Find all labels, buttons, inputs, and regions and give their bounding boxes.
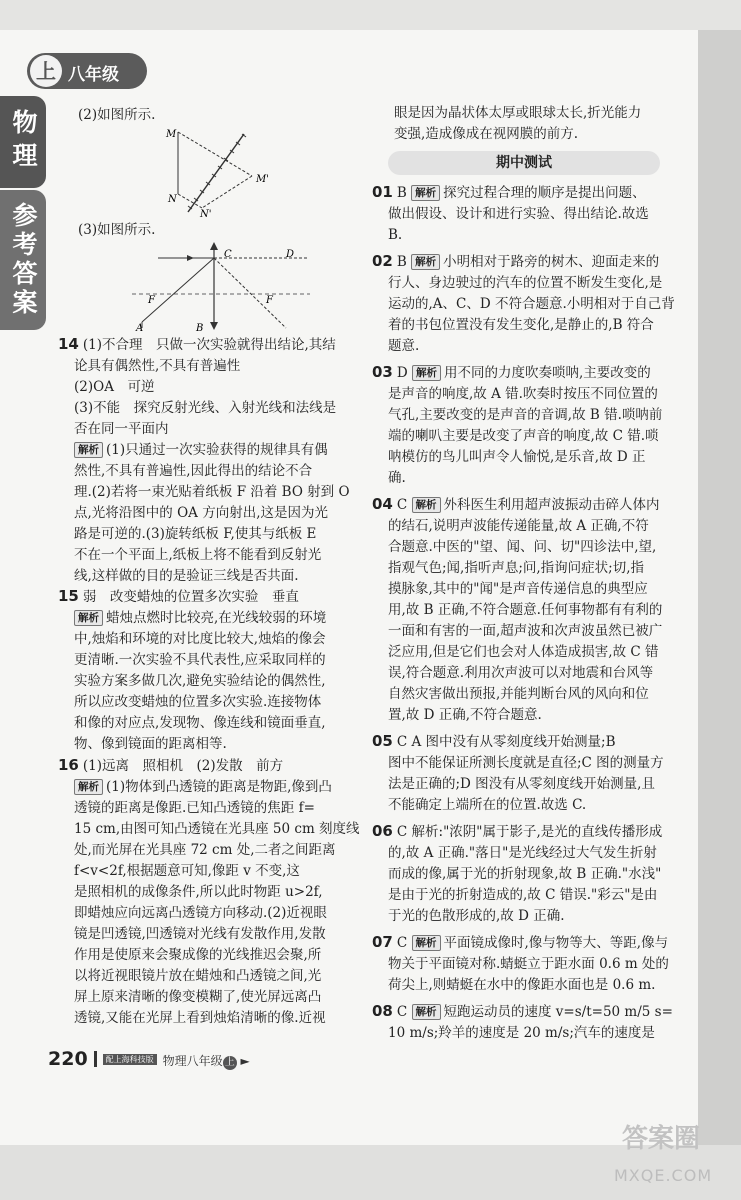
q16-analysis-4: f<v<2f,根据题意可知,像距 v 不变,这 — [74, 863, 300, 879]
left-fig2-label-block — [78, 105, 374, 126]
item-03-answer: D — [396, 365, 408, 381]
item-03-line-3: 端的喇叭主要是改变了声音的响度,故 C 错.唢 — [388, 428, 659, 444]
q16-analysis-8: 作用是使原来会聚成像的光线推迟会聚,所 — [74, 947, 322, 963]
left-fig3-label-block — [78, 220, 374, 241]
q15-answer: 弱 改变蜡烛的位置多次实验 垂直 — [82, 589, 299, 605]
q15-number: 15 — [58, 587, 79, 605]
item-04-number: 04 — [372, 495, 393, 513]
item-05-line-2: 法是正确的;D 图没有从零刻度线开始测量,且 — [388, 776, 655, 792]
item-01-tag: 解析 — [411, 185, 440, 201]
watermark-logo: 答案圈 — [622, 1124, 701, 1154]
q15-analysis-5: 和像的对应点,发现物、像连线和镜面垂直, — [74, 715, 326, 731]
item-08-line-1: 10 m/s;羚羊的速度是 20 m/s;汽车的速度是 — [388, 1025, 655, 1041]
q14-line-4: 否在同一平面内 — [74, 421, 169, 437]
item-04-line-1: 的结石,说明声波能传递能量,故 A 正确,不符 — [388, 518, 649, 534]
item-01-line-0: 探究过程合理的顺序是提出问题、 — [443, 185, 646, 201]
lens-diagram — [132, 240, 312, 332]
page-footer — [48, 1048, 250, 1070]
item-01-number: 01 — [372, 183, 393, 201]
item-07-line-0: 平面镜成像时,像与物等大、等距,像与 — [443, 935, 669, 951]
fig2-label: (2)如图所示. — [78, 107, 156, 123]
item-06 — [372, 821, 684, 927]
q14-number: 14 — [58, 335, 79, 353]
grade-label: 八年级 — [68, 65, 119, 85]
item-03-line-2: 气孔,主要改变的是声音的音调,故 B 错.唢呐前 — [388, 407, 663, 423]
q16-answer: (1)远离 照相机 (2)发散 前方 — [82, 758, 284, 774]
item-06-line-0: 解析:"浓阴"属于影子,是光的直线传播形成 — [411, 824, 663, 840]
q14-line-0: (1)不合理 只做一次实验就得出结论,其结 — [82, 337, 336, 353]
footer-divider — [94, 1051, 97, 1067]
q14-analysis-tag: 解析 — [74, 442, 103, 458]
item-05-line-1: 图中不能保证所测长度就是直径;C 图的测量方 — [388, 755, 664, 771]
item-08-answer: C — [396, 1004, 408, 1020]
q16-analysis-3: 处,而光屏在光具座 72 cm 处,二者之间距离 — [74, 842, 336, 858]
q16-analysis-9: 以将近视眼镜片放在蜡烛和凸透镜之间,光 — [74, 968, 322, 984]
label-D: D — [286, 249, 295, 260]
q14-line-3: (3)不能 探究反射光线、入射光线和法线是 — [74, 400, 337, 416]
item-02-number: 02 — [372, 252, 393, 270]
item-05-line-3: 不能确定上端所在的位置.故选 C. — [388, 797, 587, 813]
watermark-url: MXQE.COM — [614, 1166, 713, 1185]
volume-badge: 上 — [30, 55, 62, 87]
item-04-line-9: 自然灾害做出预报,并能判断台风的风向和位 — [388, 686, 649, 702]
item-06-answer: C — [396, 824, 408, 840]
footer-badge: 配上海科技版 — [103, 1054, 157, 1065]
q16-analysis-11: 透镜,又能在光屏上看到烛焰清晰的像.近视 — [74, 1010, 326, 1026]
item-05-number: 05 — [372, 732, 393, 750]
label-N: N — [168, 194, 177, 205]
item-01-line-2: B. — [388, 227, 403, 243]
q16-analysis-tag: 解析 — [74, 779, 103, 795]
midterm-heading: 期中测试 — [388, 151, 660, 175]
right-continuation — [394, 103, 684, 145]
q16-analysis-1: 透镜的距离是像距.已知凸透镜的焦距 f= — [74, 800, 315, 816]
item-04-line-10: 置,故 D 正确,不符合题意. — [388, 707, 542, 723]
item-04-line-4: 摸脉象,其中的"闻"是声音传递信息的典型应 — [388, 581, 648, 597]
item-04-line-7: 泛应用,但是它们也会对人体造成损害,故 C 错 — [388, 644, 659, 660]
q14-analysis-1: 然性,不具有普遍性,因此得出的结论不合 — [74, 463, 313, 479]
q16-analysis-2: 15 cm,由图可知凸透镜在光具座 50 cm 刻度线 — [74, 821, 360, 837]
item-02-line-3: 着的书包位置没有发生变化,是静止的,B 符合 — [388, 317, 654, 333]
label-B: B — [196, 323, 204, 332]
item-02-line-0: 小明相对于路旁的树木、迎面走来的 — [443, 254, 660, 270]
item-06-number: 06 — [372, 822, 393, 840]
cont-line-1: 变强,造成像成在视网膜的前方. — [394, 126, 579, 142]
item-02-line-2: 运动的,A、C、D 不符合题意.小明相对于自己背 — [388, 296, 675, 312]
q15-analysis-4: 所以应改变蜡烛的位置多次实验.连接物体 — [74, 694, 322, 710]
q14-analysis-2: 理.(2)若将一束光贴着纸板 F 沿着 BO 射到 O — [74, 484, 350, 500]
item-07-tag: 解析 — [412, 935, 441, 951]
item-03-line-0: 用不同的力度吹奏唢呐,主要改变的 — [444, 365, 651, 381]
footer-title: 物理八年级 — [162, 1054, 223, 1068]
item-02-tag: 解析 — [411, 254, 440, 270]
item-04-line-6: 一面和有害的一面,超声波和次声波虽然已被广 — [388, 623, 663, 639]
q15-analysis-1: 中,烛焰和环境的对比度比较大,烛焰的像会 — [74, 631, 326, 647]
item-07-number: 07 — [372, 933, 393, 951]
item-05 — [372, 731, 684, 816]
item-01-answer: B — [396, 185, 407, 201]
q16-analysis-6: 即蜡烛应向远离凸透镜方向移动.(2)近视眼 — [74, 905, 327, 921]
label-A: A — [136, 323, 144, 332]
label-F-right: F — [266, 295, 273, 306]
mirror-diagram — [160, 124, 280, 219]
item-08-tag: 解析 — [412, 1004, 441, 1020]
q15-analysis-6: 物、像到镜面的距离相等. — [74, 736, 227, 752]
page-edge-strip — [698, 30, 741, 1145]
q14-analysis-0: (1)只通过一次实验获得的规律具有偶 — [106, 442, 328, 458]
item-05-answer: C — [396, 734, 408, 750]
q15-analysis-0: 蜡烛点燃时比较亮,在光线较弱的环境 — [106, 610, 327, 626]
q14-analysis-3: 点,光将沿图中的 OA 方向射出,这是因为光 — [74, 505, 328, 521]
item-01 — [372, 182, 684, 246]
item-03-line-5: 确. — [388, 470, 406, 486]
item-04-line-5: 用,故 B 正确,不符合题意.任何事物都有有利的 — [388, 602, 663, 618]
question-14 — [58, 334, 376, 587]
item-04-line-2: 合题意.中医的"望、闻、问、切"四诊法中,望, — [388, 539, 657, 555]
q16-analysis-7: 镜是凹透镜,凹透镜对光线有发散作用,发散 — [74, 926, 326, 942]
item-07-line-2: 荷尖上,则蜻蜓在水中的像距水面也是 0.6 m. — [388, 977, 656, 993]
subject-tab: 物理 — [0, 96, 46, 188]
page-number: 220 — [48, 1048, 88, 1070]
footer-arrow-icon: ► — [240, 1054, 250, 1068]
q14-analysis-6: 线,这样做的目的是验证三线是否共面. — [74, 568, 299, 584]
item-04 — [372, 494, 684, 726]
question-16 — [58, 755, 376, 1029]
label-M: M — [166, 129, 177, 140]
item-03-tag: 解析 — [412, 365, 441, 381]
q15-analysis-tag: 解析 — [74, 610, 103, 626]
q16-number: 16 — [58, 756, 79, 774]
q14-line-1: 论具有偶然性,不具有普遍性 — [74, 358, 241, 374]
section-tab: 参考答案 — [0, 190, 46, 330]
item-04-tag: 解析 — [412, 497, 441, 513]
top-margin — [0, 0, 741, 30]
label-C: C — [224, 249, 232, 260]
item-06-line-3: 是由于光的折射造成的,故 C 错误."彩云"是由 — [388, 887, 658, 903]
item-01-line-1: 做出假设、设计和进行实验、得出结论.故选 — [388, 206, 649, 222]
item-06-line-4: 于光的色散形成的,故 D 正确. — [388, 908, 565, 924]
item-03-number: 03 — [372, 363, 393, 381]
item-07-line-1: 物关于平面镜对称.蜻蜓立于距水面 0.6 m 处的 — [388, 956, 669, 972]
label-N-prime: N' — [200, 209, 212, 219]
item-08-line-0: 短跑运动员的速度 v=s/t=50 m/5 s= — [443, 1004, 673, 1020]
item-04-answer: C — [396, 497, 408, 513]
label-M-prime: M' — [256, 174, 269, 185]
q14-line-2: (2)OA 可逆 — [74, 379, 155, 395]
question-15 — [58, 586, 376, 755]
item-02-line-1: 行人、身边驶过的汽车的位置不断发生变化,是 — [388, 275, 663, 291]
fig3-label: (3)如图所示. — [78, 222, 156, 238]
item-02 — [372, 251, 684, 357]
q16-analysis-0: (1)物体到凸透镜的距离是物距,像到凸 — [106, 779, 332, 795]
midterm-answers — [372, 182, 684, 1044]
item-03-line-4: 呐模仿的鸟儿叫声令人愉悦,是乐音,故 D 正 — [388, 449, 646, 465]
q15-analysis-2: 更清晰.一次实验不具代表性,应采取同样的 — [74, 652, 326, 668]
cont-line-0: 眼是因为晶状体太厚或眼球太长,折光能力 — [394, 105, 642, 121]
q14-analysis-4: 路是可逆的.(3)旋转纸板 F,使其与纸板 E — [74, 526, 317, 542]
item-02-line-4: 题意. — [388, 338, 420, 354]
item-06-line-2: 而成的像,属于光的折射现象,故 B 正确."水浅" — [388, 866, 662, 882]
q14-analysis-5: 不在一个平面上,纸板上将不能看到反射光 — [74, 547, 322, 563]
item-08 — [372, 1001, 684, 1044]
q16-analysis-5: 是照相机的成像条件,所以此时物距 u>2f, — [74, 884, 323, 900]
item-07 — [372, 932, 684, 996]
q15-analysis-3: 实验方案多做几次,避免实验结论的偶然性, — [74, 673, 326, 689]
label-F-left: F — [148, 295, 155, 306]
item-08-number: 08 — [372, 1002, 393, 1020]
item-06-line-1: 的,故 A 正确."落日"是光线经过大气发生折射 — [388, 845, 657, 861]
item-04-line-0: 外科医生利用超声波振动击碎人体内 — [443, 497, 660, 513]
item-04-line-3: 指观气色;闻,指听声息;问,指询问症状;切,指 — [388, 560, 645, 576]
item-04-line-8: 误,符合题意.利用次声波可以对地震和台风等 — [388, 665, 654, 681]
q16-analysis-10: 屏上原来清晰的像变模糊了,使光屏远离凸 — [74, 989, 322, 1005]
item-03 — [372, 362, 684, 489]
item-03-line-1: 是声音的响度,故 A 错.吹奏时按压不同位置的 — [388, 386, 658, 402]
item-05-line-0: A 图中没有从零刻度线开始测量;B — [411, 734, 616, 750]
footer-volume: 上 — [224, 1057, 235, 1068]
item-02-answer: B — [396, 254, 407, 270]
item-07-answer: C — [396, 935, 408, 951]
